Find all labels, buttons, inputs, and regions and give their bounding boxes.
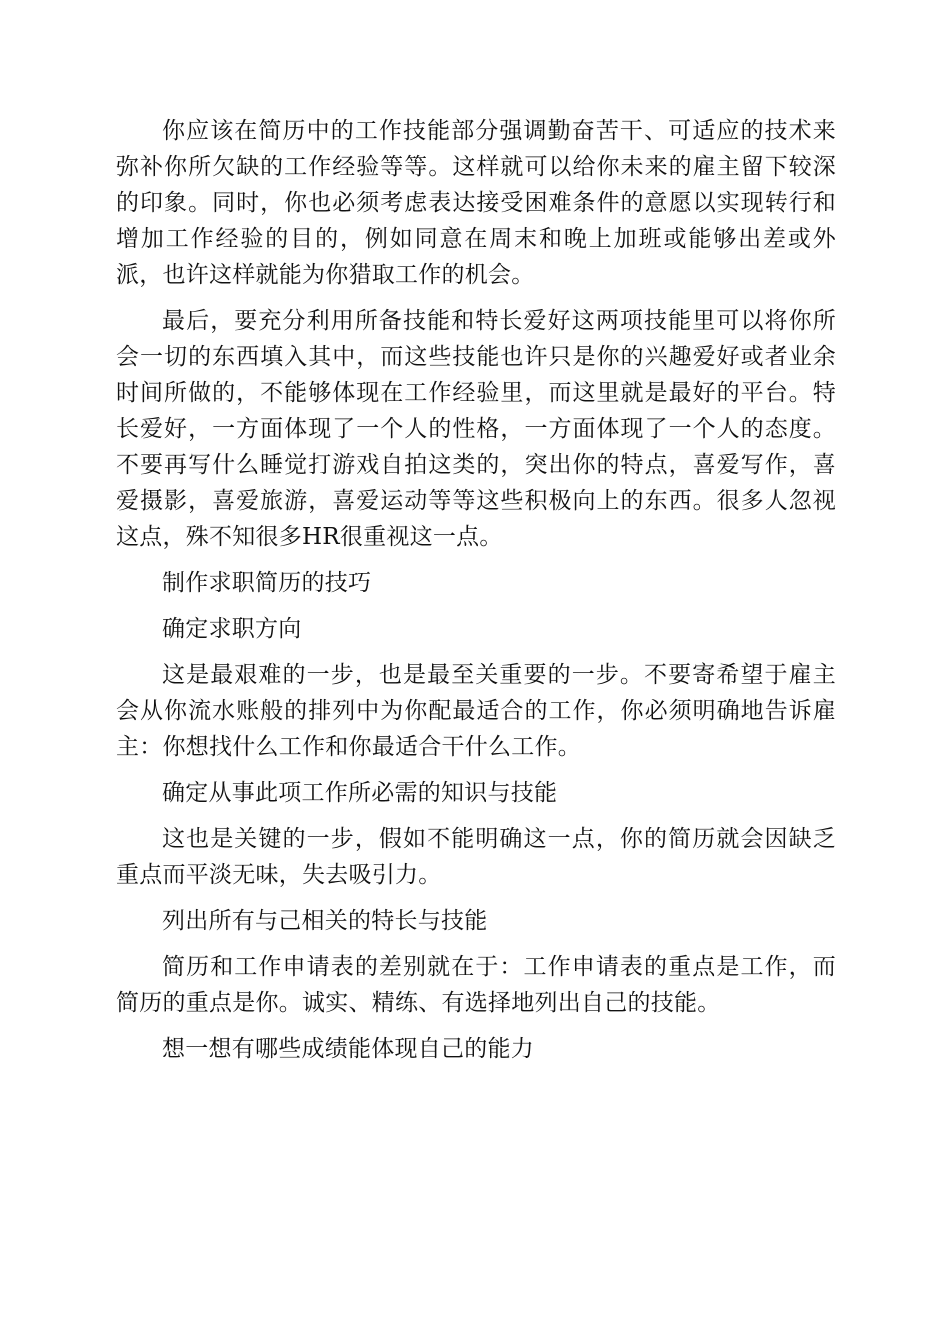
subheading-required-skills: 确定从事此项工作所必需的知识与技能 (162, 780, 558, 806)
subheading-job-direction: 确定求职方向 (162, 616, 302, 642)
paragraph-skills-emphasis: 你应该在简历中的工作技能部分强调勤奋苦干、可适应的技术来弥补你所欠缺的工作经验等等。这样就可以给你未来的雇主留下较深的印象。同时，你也必须考虑表达接受困难条件的意愿以实现转行和增加工作经验的目的，例如同意在周末和晚上加班或能够出差或外派，也许这样就能为你猎取工作的机会。 (116, 118, 836, 288)
document-body (116, 113, 836, 1077)
subheading-achievements: 想一想有哪些成绩能体现自己的能力 (162, 1036, 534, 1062)
subheading-list-skills: 列出所有与己相关的特长与技能 (162, 908, 488, 934)
paragraph-list-skills: 简历和工作申请表的差别就在于：工作申请表的重点是工作，而简历的重点是你。诚实、精练、有选择地列出自己的技能。 (116, 954, 836, 1016)
paragraph-job-direction: 这是最艰难的一步，也是最至关重要的一步。不要寄希望于雇主会从你流水账般的排列中为你配最适合的工作，你必须明确地告诉雇主：你想找什么工作和你最适合干什么工作。 (116, 662, 836, 760)
paragraph-hobbies: 最后，要充分利用所备技能和特长爱好这两项技能里可以将你所会一切的东西填入其中，而这些技能也许只是你的兴趣爱好或者业余时间所做的，不能够体现在工作经验里，而这里就是最好的平台。特长爱好，一方面体现了一个人的性格，一方面体现了一个人的态度。不要再写什么睡觉打游戏自拍这类的，突出你的特点，喜爱写作，喜爱摄影，喜爱旅游，喜爱运动等等这些积极向上的东西。很多人忽视这点，殊不知很多HR很重视这一点。 (116, 308, 836, 550)
paragraph-required-skills: 这也是关键的一步，假如不能明确这一点，你的简历就会因缺乏重点而平淡无味，失去吸引力。 (116, 826, 836, 888)
section-heading-resume-tips: 制作求职简历的技巧 (162, 570, 372, 596)
